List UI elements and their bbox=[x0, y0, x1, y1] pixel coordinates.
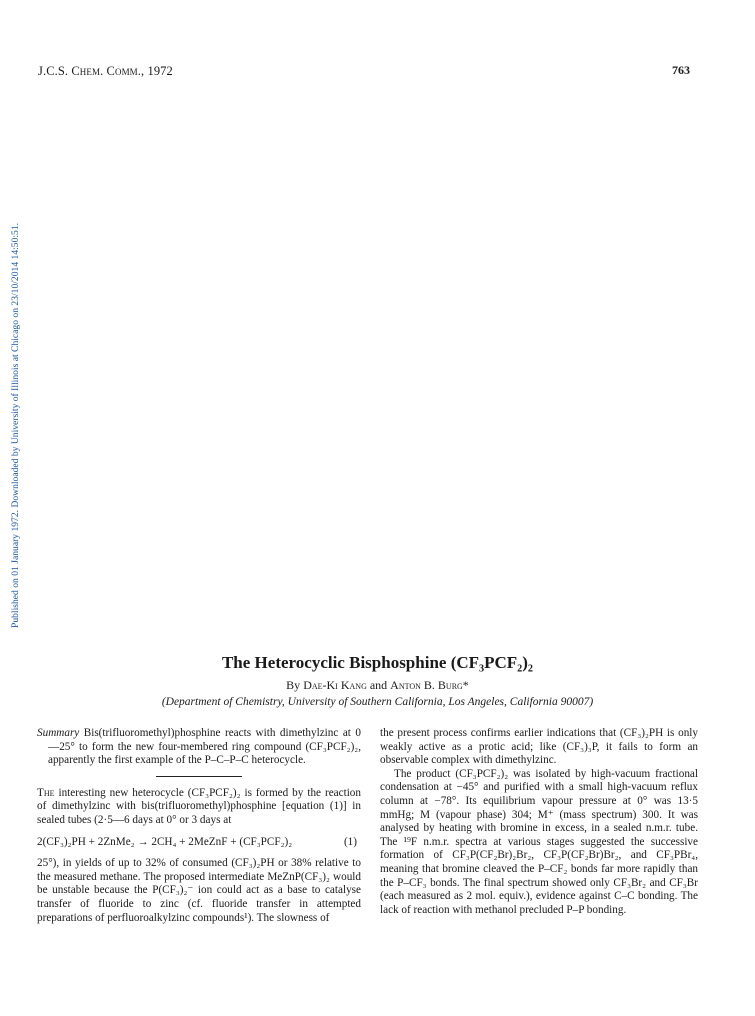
journal-prefix: J.C.S. bbox=[38, 64, 72, 78]
summary-text: Bis(trifluoromethyl)phosphine reacts with dimethylzinc at 0—25° to form the new four-membered ring compound (CF₃PCF₂)₂, apparently the first example of the P–C–P–C heterocycle. bbox=[48, 727, 361, 767]
author-name: Dae-Ki Kang bbox=[303, 678, 367, 692]
continuation-paragraph: 25°), in yields of up to 32% of consumed (CF₃)₂PH or 38% relative to the measured methane. The proposed intermediate MeZnP(CF₃)₂ would be unstable because the P(CF₃)₂⁻ ion could act as a base to catalyse transfer of fluoride to zinc (cf. fluoride transfer in attempted preparations of perfluoroalkylzinc compounds¹). The slowness of bbox=[37, 857, 361, 924]
equation-number: (1) bbox=[343, 835, 357, 848]
right-column bbox=[380, 727, 698, 917]
article-title: The Heterocyclic Bisphosphine (CF₃PCF₂)₂ bbox=[221, 653, 534, 672]
summary-label: Summary bbox=[37, 727, 80, 739]
intro-text: interesting new heterocycle (CF₃PCF₂)₂ is formed by the reaction of dimethylzinc with bis(trifluoromethyl)phosphine [equation (1)] in sealed tubes (2·5—6 days at 0° or 3 days at bbox=[37, 786, 361, 826]
left-column bbox=[37, 727, 361, 925]
page-number: 763 bbox=[672, 63, 690, 77]
running-header bbox=[38, 64, 173, 79]
journal-name: Chem. Comm. bbox=[71, 64, 142, 78]
journal-year: , 1972 bbox=[141, 64, 173, 78]
body-paragraph: The product (CF₃PCF₂)₂ was isolated by high-vacuum fractional condensation at −45° and purified with a small high-vacuum reflux column at −78°. Its equilibrium vapour pressure at 0° was 13·5 mmHg; M (vapour phase) 304; M⁺ (mass spectrum) 300. It was analysed by heating with bromine in excess, in a sealed n.m.r. tube. The ¹⁹F n.m.r. spectra at various stages suggested the successive formation of CF₃P(CF₂Br)₂Br₂, CF₃P(CF₂Br)Br₂, and CF₃PBr₄, meaning that bromine cleaved the P–CF₂ bonds far more rapidly than the P–CF₃ bonds. The final spectrum showed only CF₃Br₂ and CF₃Br (each measured as 2 mol. equiv.), evidence against C–C bonding. The lack of reaction with methanol precluded P–P bonding. bbox=[380, 767, 698, 916]
body-paragraph: the present process confirms earlier indications that (CF₃)₂PH is only weakly active as a protic acid; like (CF₃)₃P, it fails to form an observable complex with dimethylzinc. bbox=[380, 727, 698, 767]
section-divider bbox=[156, 776, 242, 777]
equation-1 bbox=[37, 836, 361, 850]
author-by: By bbox=[286, 678, 304, 692]
intro-paragraph bbox=[37, 787, 361, 828]
download-watermark[interactable]: Published on 01 January 1972. Downloaded by University of Illinois at Chicago on 23/10/2014 14:50:51. bbox=[10, 222, 21, 628]
affiliation: (Department of Chemistry, University of Southern California, Los Angeles, California 90007) bbox=[161, 696, 594, 708]
intro-lead-word: The bbox=[37, 786, 55, 799]
author-conjunction: and bbox=[366, 678, 391, 692]
author-name: Anton B. Burg* bbox=[390, 678, 469, 692]
equation-text: 2(CF₃)₂PH + 2ZnMe₂ → 2CH₄ + 2MeZnF + (CF₃PCF₂)₂ bbox=[37, 835, 293, 848]
summary-paragraph bbox=[37, 727, 361, 768]
author-line bbox=[0, 678, 755, 693]
